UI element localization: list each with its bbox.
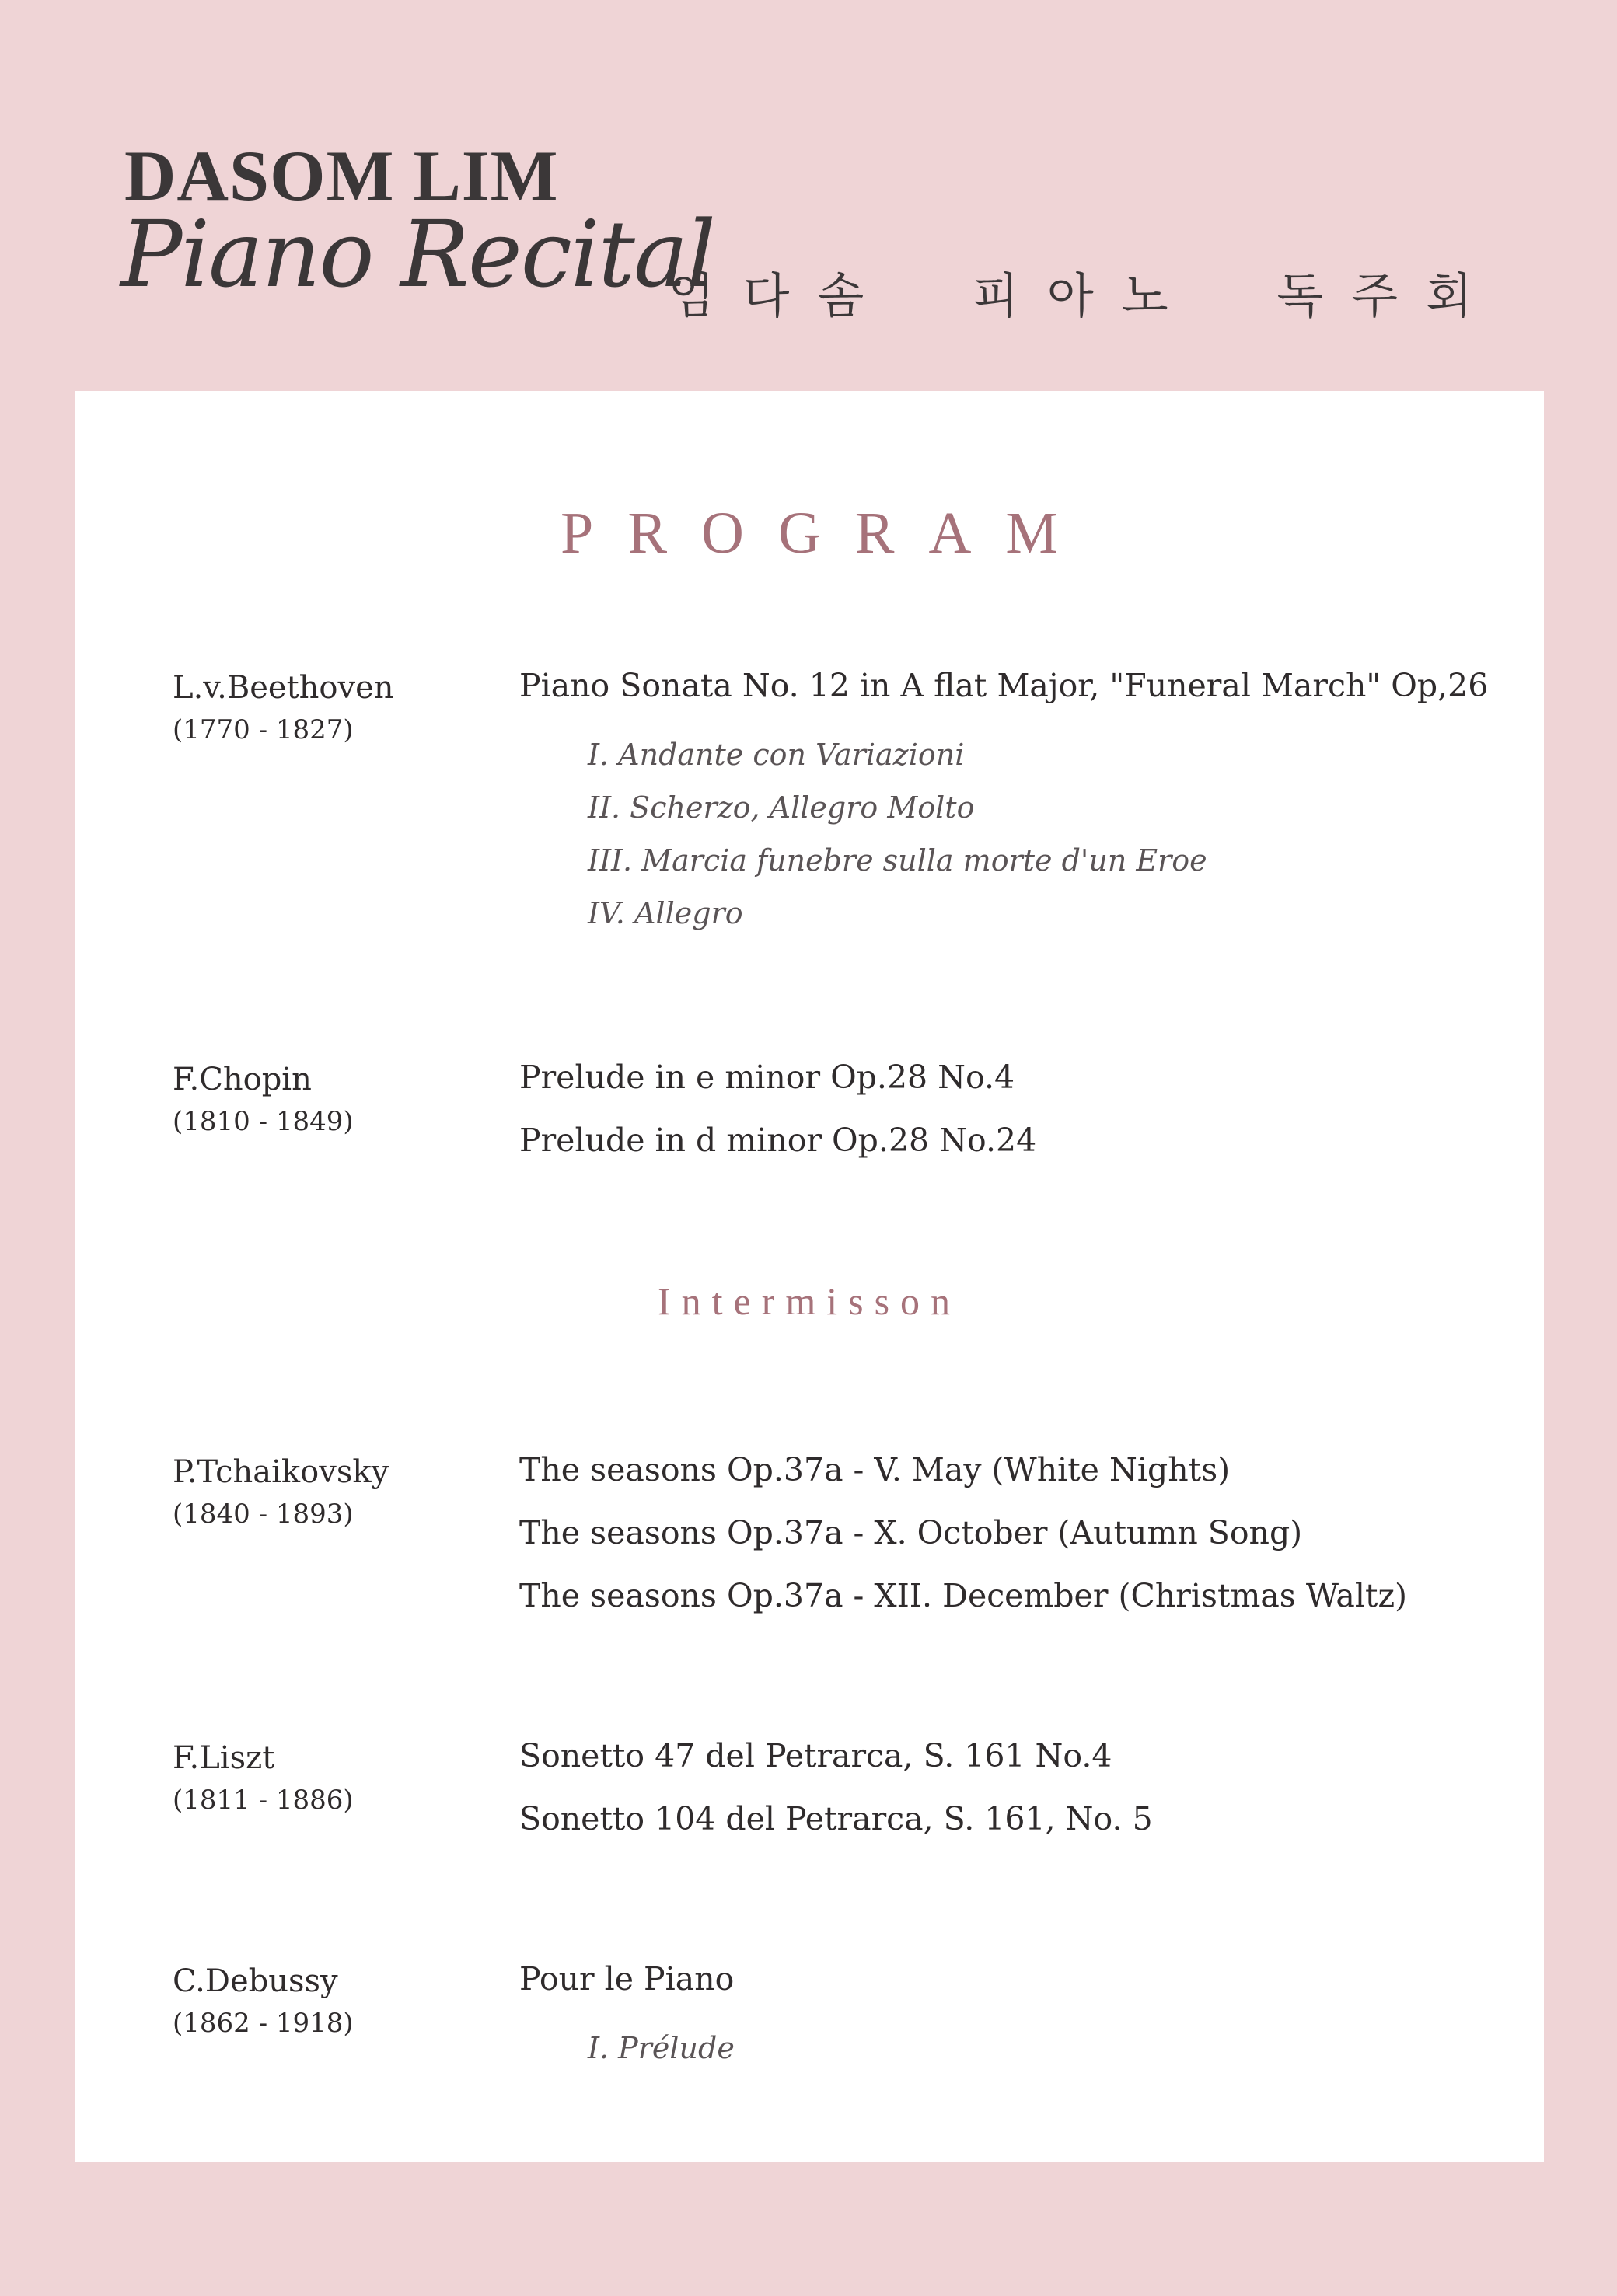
- composer-years: (1810 - 1849): [173, 1106, 354, 1137]
- work-title: Prelude in d minor Op.28 No.24: [519, 1122, 1037, 1159]
- work-title: The seasons Op.37a - X. October (Autumn Song): [519, 1514, 1303, 1551]
- composer-block: [173, 1738, 499, 1817]
- composer-block: [173, 1452, 499, 1531]
- recital-subtitle: Piano Recital: [120, 201, 715, 308]
- work-title: Pour le Piano: [519, 1960, 735, 1998]
- composer-name: C.Debussy: [173, 1963, 338, 1999]
- works-list: [519, 1452, 1491, 1628]
- intermission-label: Intermisson: [657, 1279, 962, 1323]
- composer-years: (1862 - 1918): [173, 2008, 354, 2039]
- composer-name: F.Liszt: [173, 1740, 275, 1776]
- composer-name: L.v.Beethoven: [173, 670, 394, 706]
- work-title: Sonetto 104 del Petrarca, S. 161, No. 5: [519, 1800, 1153, 1837]
- program-title: PROGRAM: [561, 501, 1092, 566]
- program-card: [75, 391, 1544, 2162]
- movement: II. Scherzo, Allegro Molto: [588, 790, 975, 825]
- work-title: Prelude in e minor Op.28 No.4: [519, 1059, 1015, 1096]
- work-title: Sonetto 47 del Petrarca, S. 161 No.4: [519, 1737, 1112, 1774]
- work-title: The seasons Op.37a - XII. December (Christmas Waltz): [519, 1577, 1408, 1614]
- composer-years: (1770 - 1827): [173, 714, 354, 745]
- movement: III. Marcia funebre sulla morte d'un Eroe: [588, 843, 1207, 878]
- composer-years: (1840 - 1893): [173, 1499, 354, 1530]
- composer-block: [173, 1961, 499, 2040]
- composer-name: P.Tchaikovsky: [173, 1454, 389, 1490]
- works-list: [519, 668, 1491, 940]
- composer-name: F.Chopin: [173, 1062, 312, 1097]
- work-title: The seasons Op.37a - V. May (White Nights): [519, 1451, 1231, 1488]
- composer-block: [173, 668, 499, 747]
- composer-block: [173, 1059, 499, 1139]
- composer-years: (1811 - 1886): [173, 1785, 354, 1816]
- work-title: Piano Sonata No. 12 in A flat Major, "Funeral March" Op,26: [519, 667, 1489, 704]
- works-list: [519, 1059, 1491, 1172]
- korean-title: 임다솜 피아노 독주회: [668, 267, 1500, 324]
- movements-list: [519, 728, 1491, 940]
- movement: IV. Allegro: [588, 896, 743, 930]
- performer-name: DASOM LIM: [124, 136, 559, 215]
- movement: I. Prélude: [588, 2031, 735, 2065]
- movements-list: [519, 2022, 1491, 2074]
- works-list: [519, 1738, 1491, 1851]
- works-list: [519, 1961, 1491, 2074]
- movement: I. Andante con Variazioni: [588, 738, 965, 772]
- header: [0, 0, 1617, 389]
